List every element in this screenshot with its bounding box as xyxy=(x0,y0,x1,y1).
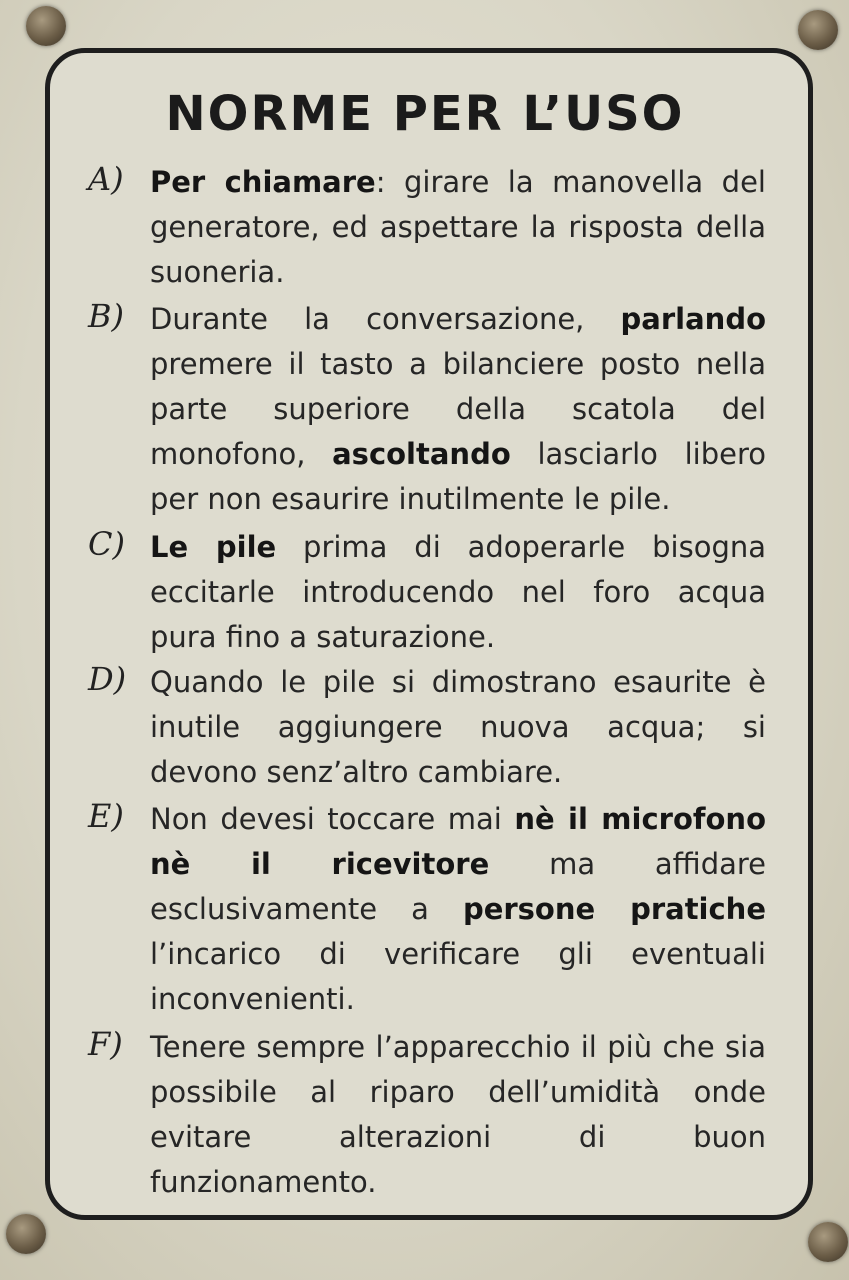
rule-letter: E) xyxy=(88,797,124,835)
rule-letter: A) xyxy=(88,160,124,198)
rule-text: Tenere sempre l’apparecchio il più che sia possibile al riparo dell’umidità onde evitare alterazioni di buon funzionamento. xyxy=(150,1030,766,1199)
page-title: NORME PER L’USO xyxy=(165,86,685,142)
screw-bottom-left xyxy=(6,1214,46,1254)
rule-letter: D) xyxy=(88,660,127,698)
screw-top-right xyxy=(798,10,838,50)
rule-letter: B) xyxy=(88,297,124,335)
screw-bottom-right xyxy=(808,1222,848,1262)
rule-text: Non devesi toccare mai nè il microfono nè il ricevitore ma affidare esclusivamente a persone pratiche l’incarico di verificare gli eventuali inconvenienti. xyxy=(150,802,767,1016)
screw-top-left xyxy=(26,6,66,46)
rule-letter: C) xyxy=(88,525,125,563)
rule-text: Per chiamare: girare la manovella del generatore, ed aspettare la risposta della suoneria. xyxy=(150,165,766,289)
rule-text: Durante la conversazione, parlando premere il tasto a bilanciere posto nella parte superiore della scatola del monofono, ascoltando lasciarlo libero per non esaurire inutilmente le pile. xyxy=(150,302,766,516)
rule-text: Quando le pile si dimostrano esaurite è inutile aggiungere nuova acqua; si devono senz’altro cambiare. xyxy=(150,665,766,789)
rule-letter: F) xyxy=(88,1025,123,1063)
rule-text: Le pile prima di adoperarle bisogna eccitarle introducendo nel foro acqua pura fino a saturazione. xyxy=(150,530,766,654)
